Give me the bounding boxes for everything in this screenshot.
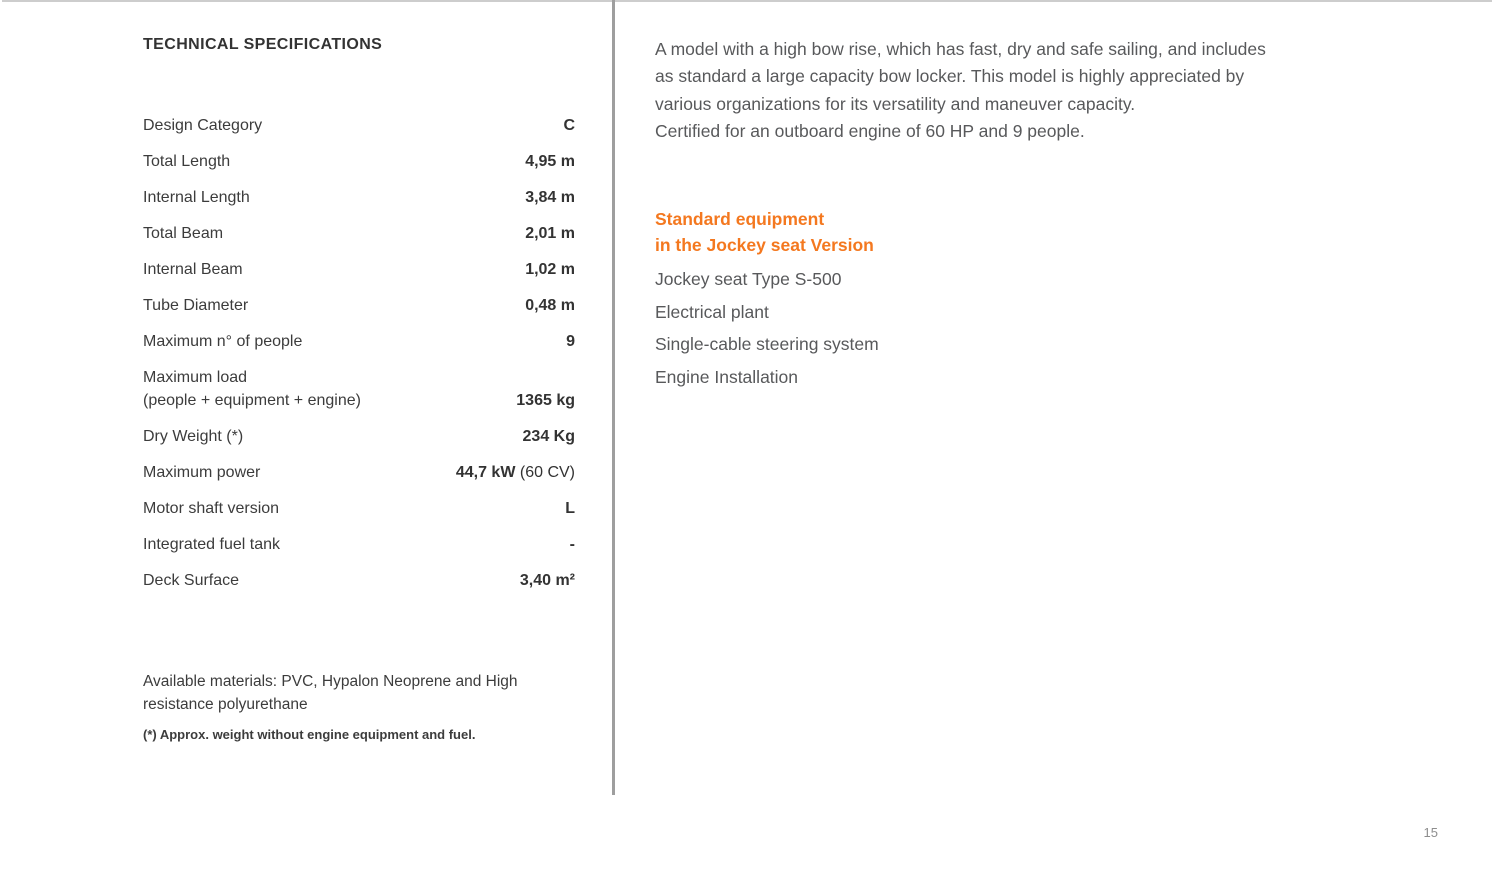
top-rule bbox=[2, 0, 1492, 2]
spec-label: Maximum load (people + equipment + engine) bbox=[143, 369, 361, 409]
spec-label: Total Beam bbox=[143, 225, 224, 242]
spec-value: 3,40 m² bbox=[519, 572, 575, 589]
spec-label: Tube Diameter bbox=[143, 297, 249, 314]
description-line: A model with a high bow rise, which has fast, dry and safe sailing, and includes bbox=[655, 39, 1266, 59]
spec-value: L bbox=[565, 500, 575, 517]
equipment-heading-line2: in the Jockey seat Version bbox=[655, 235, 874, 255]
spec-value: 3,84 m bbox=[525, 189, 575, 206]
spec-label: Deck Surface bbox=[143, 572, 240, 589]
equipment-item: Electrical plant bbox=[655, 301, 769, 322]
spec-row bbox=[143, 497, 575, 520]
materials-note: Available materials: PVC, Hypalon Neoprene and High resistance polyurethane bbox=[143, 673, 518, 713]
spec-label: Maximum power bbox=[143, 464, 261, 481]
spec-value: - bbox=[569, 536, 575, 553]
equipment-heading-line1: Standard equipment bbox=[655, 209, 825, 229]
spec-value: 0,48 m bbox=[525, 297, 575, 314]
spec-row bbox=[143, 258, 575, 281]
spec-value: 2,01 m bbox=[525, 225, 575, 242]
equipment-heading bbox=[655, 206, 874, 258]
weight-footnote: (*) Approx. weight without engine equipment and fuel. bbox=[143, 727, 476, 742]
spec-row bbox=[143, 461, 575, 484]
model-description bbox=[655, 36, 1415, 146]
spec-label: Design Category bbox=[143, 117, 263, 134]
spec-value: 1365 kg bbox=[516, 392, 575, 409]
spec-value: 9 bbox=[566, 333, 575, 350]
equipment-item: Engine Installation bbox=[655, 366, 799, 387]
spec-label: Internal Length bbox=[143, 189, 250, 206]
spec-label: Internal Beam bbox=[143, 261, 243, 278]
spec-value: 44,7 kW (60 CV) bbox=[455, 464, 575, 481]
spec-table bbox=[143, 114, 575, 605]
spec-row bbox=[143, 366, 575, 412]
spec-row bbox=[143, 150, 575, 173]
section-title: TECHNICAL SPECIFICATIONS bbox=[143, 36, 383, 53]
spec-row bbox=[143, 294, 575, 317]
spec-row bbox=[143, 186, 575, 209]
spec-value: 234 Kg bbox=[522, 428, 575, 445]
spec-row bbox=[143, 222, 575, 245]
spec-label: Dry Weight (*) bbox=[143, 428, 244, 445]
spec-label: Maximum n° of people bbox=[143, 333, 303, 350]
spec-row bbox=[143, 425, 575, 448]
spec-value: 4,95 m bbox=[525, 153, 575, 170]
page-number: 15 bbox=[1423, 825, 1438, 840]
spec-row bbox=[143, 569, 575, 592]
column-divider bbox=[612, 0, 615, 795]
spec-label: Integrated fuel tank bbox=[143, 536, 280, 553]
spec-value: C bbox=[563, 117, 575, 134]
spec-label: Total Length bbox=[143, 153, 231, 170]
spec-label: Motor shaft version bbox=[143, 500, 280, 517]
description-line: as standard a large capacity bow locker. This model is highly appreciated by bbox=[655, 66, 1245, 87]
description-line: Certified for an outboard engine of 60 HP and 9 people. bbox=[655, 121, 1085, 142]
spec-row bbox=[143, 114, 575, 137]
equipment-item: Single-cable steering system bbox=[655, 334, 879, 355]
equipment-list bbox=[655, 263, 879, 393]
spec-row bbox=[143, 533, 575, 556]
spec-value: 1,02 m bbox=[525, 261, 575, 278]
spec-row bbox=[143, 330, 575, 353]
equipment-item: Jockey seat Type S-500 bbox=[655, 269, 842, 289]
description-line: various organizations for its versatility and maneuver capacity. bbox=[655, 93, 1136, 114]
